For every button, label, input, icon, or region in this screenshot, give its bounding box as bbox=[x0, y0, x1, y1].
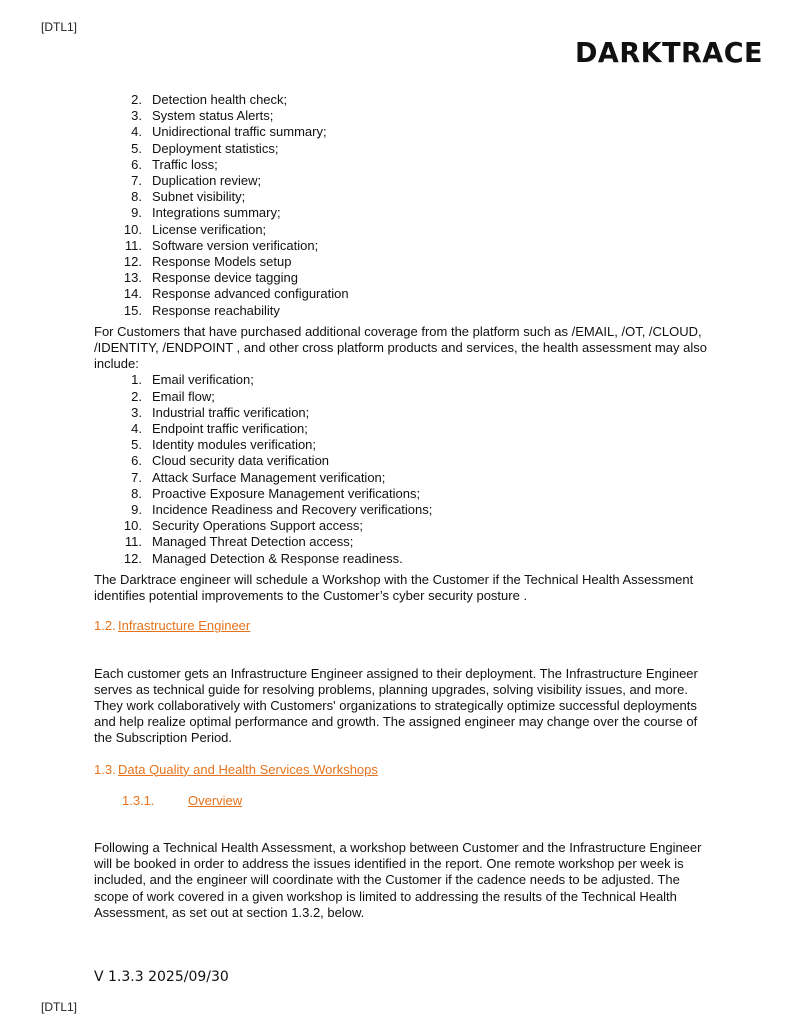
list-item bbox=[94, 534, 714, 550]
list-item-text: Duplication review; bbox=[152, 173, 262, 189]
list-item bbox=[94, 405, 714, 421]
section-number: 1.3. bbox=[94, 761, 116, 777]
list-item-number: 14. bbox=[123, 286, 142, 302]
list-item bbox=[94, 270, 714, 286]
list-item-number: 2. bbox=[131, 388, 142, 404]
list-item-text: System status Alerts; bbox=[152, 108, 274, 124]
list-item-text: Managed Detection & Response readiness. bbox=[152, 550, 403, 566]
list-item bbox=[94, 486, 714, 502]
list-item-text: Subnet visibility; bbox=[152, 189, 246, 205]
list-item-text: Software version verification; bbox=[152, 237, 319, 253]
footer-tag: [DTL1] bbox=[41, 1000, 78, 1014]
list-item bbox=[94, 124, 714, 140]
list-item-text: Endpoint traffic verification; bbox=[152, 421, 308, 437]
list-item-text: Cloud security data verification bbox=[152, 453, 330, 469]
infrastructure-engineer-paragraph: Each customer gets an Infrastructure Engineer assigned to their deployment. The Infrastructure Engineer serves as technical guide for resolving problems, planning upgrades, solving visibility issues, and more. They work collaboratively with Customers' organizations to strategically optimize successful deployments and help realize optimal performance and growth. The assigned engineer may change over the course of the Subscription Period. bbox=[94, 665, 698, 746]
list-item bbox=[94, 189, 714, 205]
list-item-number: 1. bbox=[131, 372, 142, 388]
list-item bbox=[94, 437, 714, 453]
workshop-paragraph: The Darktrace engineer will schedule a Workshop with the Customer if the Technical Health Assessment identifies potential improvements to the Customer’s cyber security posture . bbox=[94, 571, 694, 604]
list-item-text: Identity modules verification; bbox=[152, 437, 317, 453]
list-item-number: 9. bbox=[131, 205, 142, 221]
list-item bbox=[94, 470, 714, 486]
list-item bbox=[94, 205, 714, 221]
additional-coverage-list bbox=[94, 372, 714, 566]
list-item-number: 8. bbox=[131, 485, 142, 501]
list-item-number: 12. bbox=[123, 254, 142, 270]
list-item bbox=[94, 141, 714, 157]
list-item bbox=[94, 551, 714, 567]
list-item-number: 3. bbox=[131, 108, 142, 124]
list-item-text: Unidirectional traffic summary; bbox=[152, 124, 327, 140]
list-item bbox=[94, 254, 714, 270]
list-item-number: 8. bbox=[131, 189, 142, 205]
list-item bbox=[94, 518, 714, 534]
list-item-number: 5. bbox=[131, 140, 142, 156]
list-item-number: 9. bbox=[131, 502, 142, 518]
section-link-infrastructure-engineer[interactable]: Infrastructure Engineer bbox=[118, 618, 251, 634]
document-version: V 1.3.3 2025/09/30 bbox=[94, 969, 229, 985]
list-item-text: Industrial traffic verification; bbox=[152, 404, 310, 420]
list-item bbox=[94, 92, 714, 108]
coverage-intro-paragraph: For Customers that have purchased additional coverage from the platform such as /EMAIL, /OT, /CLOUD, /IDENTITY, /ENDPOINT , and other cross platform products and services, the health assessment may also include: bbox=[94, 323, 707, 372]
logo-text: DARKTRACE bbox=[575, 37, 763, 65]
section-link-overview[interactable]: Overview bbox=[188, 792, 243, 808]
list-item-number: 4. bbox=[131, 421, 142, 437]
list-item-text: Response advanced configuration bbox=[152, 286, 349, 302]
list-item-text: Email verification; bbox=[152, 372, 254, 388]
list-item bbox=[94, 421, 714, 437]
list-item bbox=[94, 303, 714, 319]
list-item-number: 12. bbox=[123, 550, 142, 566]
list-item-text: Proactive Exposure Management verifications; bbox=[152, 485, 421, 501]
list-item bbox=[94, 238, 714, 254]
section-number: 1.3.1. bbox=[122, 792, 155, 808]
list-item-text: Integrations summary; bbox=[152, 205, 281, 221]
list-item-text: Deployment statistics; bbox=[152, 140, 279, 156]
list-item bbox=[94, 502, 714, 518]
section-heading-1-3 bbox=[94, 762, 714, 778]
section-heading-1-2 bbox=[94, 618, 714, 634]
list-item-text: Attack Surface Management verification; bbox=[152, 469, 386, 485]
list-item bbox=[94, 372, 714, 388]
list-item bbox=[94, 157, 714, 173]
list-item bbox=[94, 222, 714, 238]
section-heading-1-3-1 bbox=[94, 793, 714, 809]
list-item-text: Response Models setup bbox=[152, 254, 292, 270]
list-item-number: 7. bbox=[131, 469, 142, 485]
header-tag: [DTL1] bbox=[41, 20, 78, 34]
list-item bbox=[94, 286, 714, 302]
list-item-text: License verification; bbox=[152, 221, 267, 237]
list-item-number: 3. bbox=[131, 404, 142, 420]
list-item-text: Detection health check; bbox=[152, 92, 288, 107]
section-number: 1.2. bbox=[94, 618, 116, 634]
list-item-number: 2. bbox=[131, 92, 142, 107]
list-item-number: 11. bbox=[124, 237, 142, 253]
list-item-number: 10. bbox=[123, 221, 142, 237]
list-item-text: Response device tagging bbox=[152, 270, 298, 286]
health-check-list bbox=[94, 92, 714, 319]
list-item-text: Security Operations Support access; bbox=[152, 518, 363, 534]
list-item bbox=[94, 108, 714, 124]
list-item-number: 7. bbox=[131, 173, 142, 189]
list-item bbox=[94, 173, 714, 189]
list-item-number: 13. bbox=[123, 270, 142, 286]
document-body bbox=[94, 92, 714, 921]
list-item-number: 4. bbox=[131, 124, 142, 140]
section-link-data-quality-workshops[interactable]: Data Quality and Health Services Workshops bbox=[118, 761, 378, 777]
list-item-number: 5. bbox=[131, 437, 142, 453]
list-item-number: 15. bbox=[123, 302, 142, 318]
list-item-number: 6. bbox=[131, 156, 142, 172]
list-item-number: 6. bbox=[131, 453, 142, 469]
list-item bbox=[94, 453, 714, 469]
list-item-text: Traffic loss; bbox=[152, 156, 218, 172]
list-item-text: Email flow; bbox=[152, 388, 215, 404]
darktrace-logo bbox=[575, 37, 765, 65]
list-item-number: 10. bbox=[123, 518, 142, 534]
list-item-number: 11. bbox=[124, 534, 142, 550]
list-item-text: Managed Threat Detection access; bbox=[152, 534, 354, 550]
list-item-text: Response reachability bbox=[152, 302, 280, 318]
list-item bbox=[94, 389, 714, 405]
list-item-text: Incidence Readiness and Recovery verifications; bbox=[152, 502, 433, 518]
overview-paragraph: Following a Technical Health Assessment, a workshop between Customer and the Infrastructure Engineer will be booked in order to address the issues identified in the report. One remote workshop per week is included, and the engineer will coordinate with the Customer if the cadence needs to be adjusted. The scope of work covered in a given workshop is limited to addressing the results of the Technical Health Assessment, as set out at section 1.3.2, below. bbox=[94, 839, 702, 920]
